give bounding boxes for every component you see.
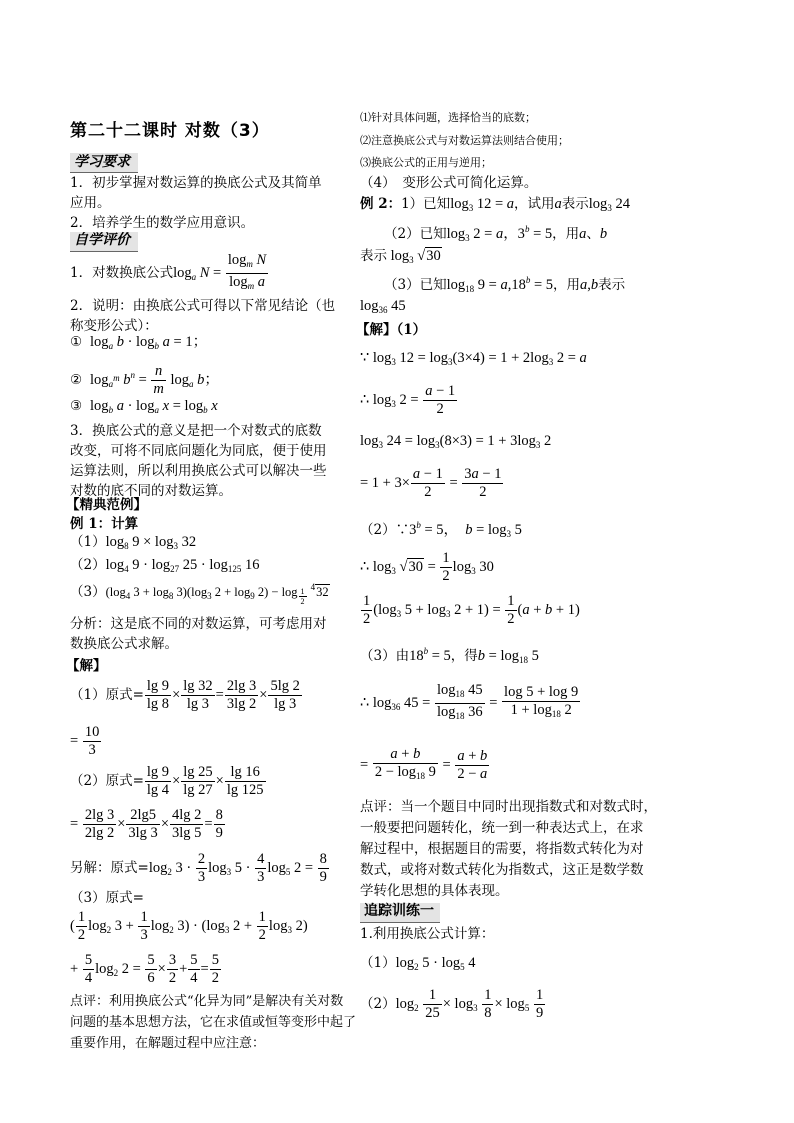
r-sol2-formula-c: $\frac{1}{2}$ ($\log_3$ $5 + \log_3 2 + 1$) = $\frac{1}{2}$ (a + b + 1) — [363, 593, 580, 628]
ex2-q2-text-b: ，用 — [552, 226, 580, 242]
r-solution-2-step-2 — [360, 547, 494, 591]
solution-heading-right: 【解】（1） — [356, 322, 427, 338]
ex2-q1-given: $\log_3 12 = a$ — [450, 196, 515, 213]
example-2-question-3 — [384, 270, 625, 299]
corollary-3-formula: $\log_b a \cdot \log_a x = \log_b x$ — [86, 398, 218, 415]
r-sol3-formula-d: = $\frac{a + b}{2 - \log_{18} 9}$ = $\frac{a + b}{2 - a}$ — [360, 746, 488, 783]
analysis-line-a: 分析：这是底不同的对数运算，可考虑用对 — [70, 616, 327, 632]
right-comment-line-d: 数式，或将对数式转化为指数式，这正是数学数 — [360, 862, 644, 878]
requirement-1-line-b: 应用。 — [70, 195, 111, 211]
section-heading-self-eval: 自学评价 — [74, 232, 130, 248]
example-2-label: 例 2： — [360, 196, 402, 212]
ex2-q3-comma: , — [587, 277, 591, 293]
ex2-q2-given: $\log_3 2 = a$，$3^b = 5$ — [446, 224, 553, 243]
r-solution-2-step-1 — [360, 515, 522, 544]
left-comment-line-c: 重要作用，在解题过程中应注意： — [70, 1036, 266, 1051]
circled-number-2: ② — [70, 372, 83, 388]
note-4: （4） 变形公式可简化运算。 — [360, 175, 538, 191]
solution-1-step-1 — [70, 675, 303, 715]
meaning-line-d: 对数的底不同的对数运算。 — [70, 483, 232, 499]
solution-2-formula: $\frac{\lg 9}{\lg 4}$ × $\frac{\lg 25}{\lg 27}$ × $\frac{\lg 16}{\lg 125}$ — [146, 764, 264, 799]
solution-3-formula-a: ( $\frac{1}{2}$ $\log_2 3$ + $\frac{1}{3}$ $\log_2 3) \cdot (\log_3$ 2 + $\frac{1}{2}$ $\log_3 2$) — [70, 909, 308, 944]
ex2-q3-given: $\log_{18} 9 = a,18^b = 5$ — [446, 275, 553, 294]
corollary-1 — [70, 332, 207, 356]
r-solution-2-step-3 — [360, 590, 580, 634]
solution-3-step-1 — [70, 906, 308, 950]
tracking-p2-formula: $\log_2$ $\frac{1}{25}$ × $\log_3$ $\frac{1}{8}$ × $\log_5$ $\frac{1}{9}$ — [395, 987, 544, 1022]
r-sol2-formula-a: $3^b = 5$， $b = \log_3 5$ — [409, 520, 522, 539]
ex2-q3-target: $\log_{36} 45$ — [360, 298, 406, 315]
analysis-line-b: 数换底公式求解。 — [70, 636, 178, 652]
corollary-intro-line-b: 称变形公式）： — [70, 318, 158, 334]
tracking-part-2 — [360, 984, 546, 1028]
r-sol3-formula-b: $b = \log_{18} 5$ — [477, 648, 539, 665]
ex2-q3-text-a: （3）已知 — [384, 277, 447, 293]
change-of-base-item — [70, 252, 269, 295]
r-sol1-formula-b: ∴ $\log_3 2$ = $\frac{a - 1}{2}$ — [360, 383, 456, 418]
alternative-formula: $\log_2 3$ · $\frac{2}{3}$ $\log_3 5$ · $\frac{4}{3}$ $\log_5 2$ = $\frac{8}{9}$ — [148, 851, 327, 886]
r-solution-1-step-3 — [360, 431, 551, 455]
r-sol3-formula-c: ∴ $\log_{36} 45$ = $\frac{\log_{18} 45}{\log_{18} 36}$ = $\frac{\log 5 + \log 9}{1 + \log_{18} 2}$ — [360, 682, 579, 721]
r-solution-1-step-1 — [360, 348, 587, 372]
example-2-question-1 — [360, 194, 630, 218]
tracking-label-2: （2） — [360, 996, 396, 1012]
example-2-question-2-cont — [360, 246, 442, 270]
right-comment-line-a: 点评：当一个题目中同时出现指数式和对数式时， — [360, 799, 657, 815]
tracking-intro: 1.利用换底公式计算： — [360, 926, 495, 942]
ex2-q2-target: $\log_3 √30$ — [387, 248, 441, 265]
change-of-base-formula: $\log_a N$ = $\frac{\log_m N}{\log_m a}$ — [173, 252, 267, 291]
corollary-2-formula: $\log_{a^m} b^n$ = $\frac{n}{m}$ $\log_a b$； — [86, 363, 219, 398]
requirement-2: 2．培养学生的数学应用意识。 — [70, 215, 255, 231]
example-2-question-2 — [384, 219, 607, 248]
note-3: ⑶换底公式的正用与逆用； — [360, 156, 492, 169]
solution-2-lead: （2）原式= — [70, 773, 144, 789]
example-1-part-2 — [70, 555, 259, 579]
tracking-p1-formula: $\log_2 5 \cdot \log_5 4$ — [395, 955, 476, 972]
ex1-p2-formula: $\log_4 9 \cdot \log_{27} 25 \cdot \log_{125} 16$ — [105, 557, 260, 574]
tracking-part-1 — [360, 953, 475, 977]
ex2-q1-text-a: 1）已知 — [401, 196, 451, 212]
ex2-q1-var-a: a — [554, 196, 562, 212]
meaning-line-a: 3．换底公式的意义是把一个对数式的底数 — [70, 423, 322, 439]
right-comment-line-e: 学转化思想的具体表现。 — [360, 883, 509, 899]
ex2-q2-text-a: （2）已知 — [384, 226, 447, 242]
corollary-3 — [70, 396, 218, 420]
r-sol3-mid: ，得 — [450, 648, 478, 664]
ex1-p1-formula: $\log_8 9 \times \log_3 32$ — [105, 534, 197, 551]
r-solution-1-step-4 — [360, 463, 504, 503]
corollary-1-formula: $\log_a b \cdot \log_b a = 1$； — [86, 334, 208, 351]
meaning-line-c: 运算法则，所以利用换底公式可以解决一些 — [70, 463, 327, 479]
solution-2-result: = $\frac{2\lg 3}{2\lg 2}$ × $\frac{2\lg 5}{3\lg 3}$ × $\frac{4\lg 2}{3\lg 5}$ = $\frac{8}{9}$ — [70, 807, 223, 842]
ex2-q1-text-c: 表示 — [561, 196, 589, 212]
r-sol2-formula-b: ∴ $\log_3 √30$ = $\frac{1}{2}$ $\log_3 30$ — [360, 550, 494, 585]
section-heading-tracking: 追踪训练一 — [364, 903, 434, 919]
solution-2-step-2 — [70, 804, 226, 844]
solution-heading-left: 【解】 — [66, 658, 107, 674]
example-1-part-1 — [70, 532, 196, 556]
r-sol3-lead: （3）由 — [360, 648, 410, 664]
ex1-p3-formula: ($\log_4$ $3 + \log_8 3)(\log_3$ $2 + \log_9 2) - \log$ $_{\frac{1}{2}}$ $^4$32 — [105, 582, 329, 607]
ex2-q2-text-c: 、 — [586, 226, 600, 242]
r-solution-3-step-1 — [360, 641, 539, 670]
example-2-question-3-target — [360, 296, 406, 320]
alternative-lead: 另解：原式= — [70, 860, 149, 876]
section-heading-requirements: 学习要求 — [74, 154, 130, 170]
part-label-3: （3） — [70, 584, 106, 600]
note-2: ⑵注意换底公式与对数运算法则结合使用； — [360, 134, 569, 147]
section-heading-examples: 【精典范例】 — [66, 497, 147, 513]
ex2-q2-text-d: 表示 — [360, 248, 387, 264]
r-solution-1-step-2 — [360, 380, 458, 424]
left-comment-line-a: 点评：利用换底公式“化异为同”是解决有关对数 — [70, 994, 344, 1009]
corollary-intro-line-a: 2．说明：由换底公式可得以下常见结论（也 — [70, 298, 336, 314]
example-1-title: 例 1：计算 — [70, 516, 139, 532]
r-sol3-formula-a: $18^b = 5$ — [409, 646, 451, 664]
solution-2-step-1 — [70, 761, 267, 801]
change-of-base-lead: 1．对数换底公式 — [70, 264, 174, 281]
ex2-q2-var-a: a — [579, 226, 587, 242]
ex2-q3-vars: a — [580, 277, 588, 293]
solution-1-result: = $\frac{10}{3}$ — [70, 724, 100, 759]
part-label-1: （1） — [70, 534, 106, 550]
r-sol1-formula-d: = 1 + 3× $\frac{a - 1}{2}$ = $\frac{3a - 1}{2}$ — [360, 466, 502, 501]
r-solution-3-step-2 — [360, 682, 581, 727]
right-comment-line-b: 一般要把问题转化，统一到一种表达式上，在求 — [360, 820, 644, 836]
ex2-q3-text-c: 表示 — [598, 277, 626, 293]
circled-number-3: ③ — [70, 398, 83, 414]
solution-3-formula-b: + $\frac{5}{4}$ $\log_2 2$ = $\frac{5}{6}$ × $\frac{3}{2}$ + $\frac{5}{4}$ = $\frac{5}{2}$ — [70, 952, 219, 987]
left-comment-line-b: 问题的基本思想方法，它在求值或恒等变形中起了 — [70, 1015, 357, 1030]
solution-3-step-2 — [70, 949, 222, 993]
solution-1-step-2 — [70, 721, 102, 761]
example-1-part-3 — [70, 577, 330, 606]
circled-number-1: ① — [70, 334, 83, 350]
solution-1-formula: $\frac{\lg 9}{\lg 8}$ × $\frac{\lg 32}{\lg 3}$ = $\frac{2\lg 3}{3\lg 2}$ × $\frac{5\lg 2}{\lg 3}$ — [146, 678, 300, 713]
r-sol1-formula-a: ∵ $\log_3 12 = \log_3(3\times 4) = 1 + 2\log_3$ 2 = a — [360, 350, 587, 367]
tracking-label-1: （1） — [360, 955, 396, 971]
ex2-q1-text-b: ，试用 — [514, 196, 555, 212]
note-1: ⑴针对具体问题，选择恰当的底数； — [360, 111, 536, 124]
meaning-line-b: 改变，可将不同底问题化为同底，便于使用 — [70, 443, 327, 459]
solution-1-lead: （1）原式= — [70, 687, 144, 703]
alternative-solution — [70, 848, 330, 892]
ex2-q3-text-b: ，用 — [553, 277, 580, 293]
part-label-2: （2） — [70, 557, 106, 573]
ex2-q2-var-b: b — [599, 226, 608, 242]
right-comment-line-c: 解过程中，根据题目的需要，将指数式转化为对 — [360, 841, 644, 857]
r-solution-3-step-3 — [360, 745, 490, 785]
ex2-q3-var-b: b — [590, 277, 599, 293]
ex2-q1-target: $\log_3 24$ — [588, 196, 630, 213]
requirement-1-line-a: 1．初步掌握对数运算的换底公式及其简单 — [70, 175, 322, 191]
r-sol1-formula-c: $\log_3 24 = \log_3(8\times 3) = 1 + 3\log_3$ 2 — [360, 433, 552, 450]
solution-3-lead: （3）原式= — [70, 890, 144, 906]
r-sol2-lead: （2）∵ — [360, 522, 410, 538]
page-title: 第二十二课时 对数（3） — [70, 121, 270, 141]
